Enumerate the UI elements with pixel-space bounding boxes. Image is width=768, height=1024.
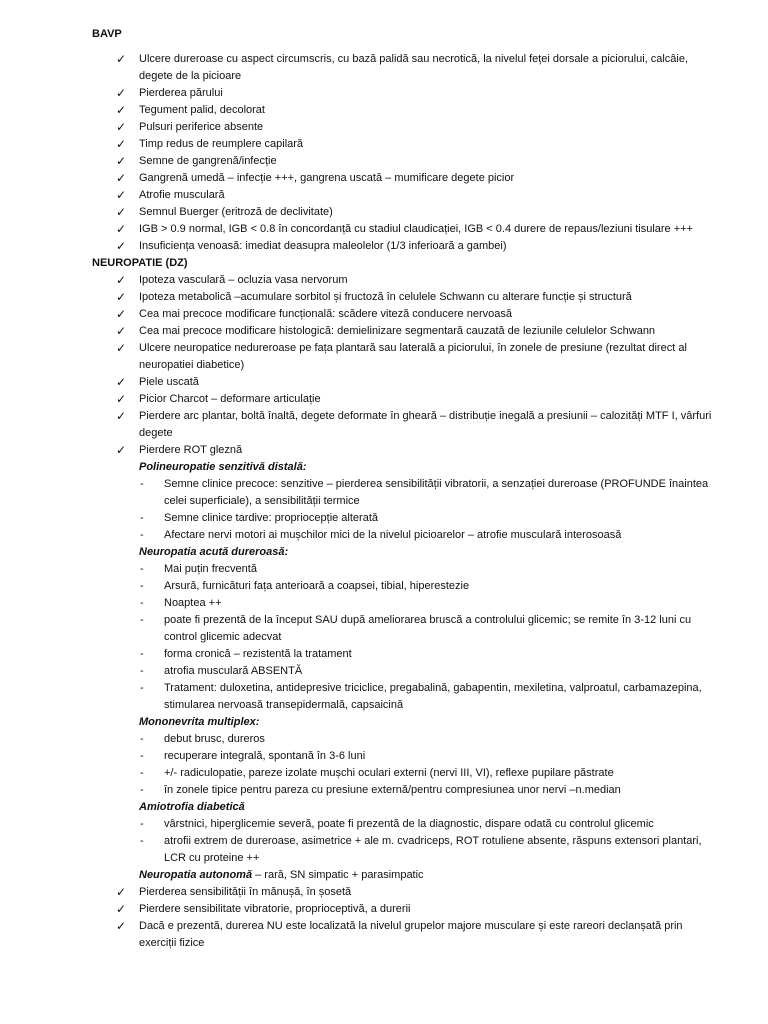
checkmark-icon: ✓ <box>116 205 127 219</box>
check-item <box>92 323 720 340</box>
dash-item-text: recuperare integrală, spontană în 3-6 luni <box>164 750 366 762</box>
checkmark-icon: ✓ <box>116 222 127 236</box>
check-item <box>92 272 720 289</box>
check-item <box>92 221 720 238</box>
checkmark-icon: ✓ <box>116 392 127 406</box>
check-item <box>92 374 720 391</box>
dash-item <box>92 595 720 612</box>
dash-item <box>92 748 720 765</box>
acute-heading: Neuropatia acută dureroasă: <box>139 546 289 558</box>
checkmark-icon: ✓ <box>116 103 127 117</box>
check-item-text: IGB > 0.9 normal, IGB < 0.8 în concordanță cu stadiul claudicației, IGB < 0.4 durere de repaus/leziuni tisulare +++ <box>139 223 693 235</box>
dash-item <box>92 646 720 663</box>
checkmark-icon: ✓ <box>116 137 127 151</box>
mono-heading: Mononevrita multiplex: <box>139 716 260 728</box>
check-item-text: Ulcere dureroase cu aspect circumscris, cu bază palidă sau necrotică, la nivelul feței dorsale a piciorului, calcâie, degete de la picioare <box>139 53 689 82</box>
dash-item-text: Noaptea ++ <box>164 597 222 609</box>
check-item-text: Piele uscată <box>139 376 199 388</box>
dash-bullet-icon: - <box>140 529 144 541</box>
dash-bullet-icon: - <box>140 733 144 745</box>
check-item <box>92 289 720 306</box>
check-item <box>92 153 720 170</box>
amio-heading: Amiotrofia diabetică <box>139 801 245 813</box>
dash-item <box>92 578 720 595</box>
check-item <box>92 238 720 255</box>
dash-item <box>92 663 720 680</box>
check-item-text: Timp redus de reumplere capilară <box>139 138 304 150</box>
dash-item <box>92 612 720 646</box>
check-item-text: Dacă e prezentă, durerea NU este localizată la nivelul grupelor majore musculare și este rareori declanșată prin exerciții fizice <box>139 920 683 949</box>
check-item-text: Ipoteza metabolică –acumulare sorbitol și fructoză în celulele Schwann cu alterare funcție și structură <box>139 291 632 303</box>
auto-heading: Neuropatia autonomă <box>139 869 253 881</box>
poly-list <box>92 476 720 544</box>
checkmark-icon: ✓ <box>116 341 127 355</box>
dash-item <box>92 476 720 510</box>
dash-item-text: atrofia musculară ABSENTĂ <box>164 665 303 677</box>
check-item <box>92 170 720 187</box>
check-item-text: Pierdere arc plantar, boltă înaltă, degete deformate în gheară – distribuție inegală a presiunii – calozități MTF I, vârfuri degete <box>139 410 712 439</box>
check-item <box>92 391 720 408</box>
dash-bullet-icon: - <box>140 563 144 575</box>
check-item <box>92 204 720 221</box>
dash-bullet-icon: - <box>140 512 144 524</box>
check-item <box>92 187 720 204</box>
dash-item-text: +/- radiculopatie, pareze izolate mușchi oculari externi (nervi III, VI), reflexe pupilare păstrate <box>164 767 614 779</box>
check-item-text: Pulsuri periferice absente <box>139 121 264 133</box>
checkmark-icon: ✓ <box>116 902 127 916</box>
dash-bullet-icon: - <box>140 750 144 762</box>
dash-bullet-icon: - <box>140 835 144 847</box>
check-item <box>92 119 720 136</box>
bavp-list <box>92 51 720 255</box>
neuro-list <box>92 272 720 459</box>
mono-list <box>92 731 720 799</box>
check-item-text: Semne de gangrenă/infecție <box>139 155 277 167</box>
check-item-text: Atrofie musculară <box>139 189 225 201</box>
checkmark-icon: ✓ <box>116 290 127 304</box>
dash-bullet-icon: - <box>140 648 144 660</box>
check-item-text: Ulcere neuropatice nedureroase pe fața plantară sau laterală a piciorului, în zonele de presiune (rezultat direct al neuropatiei diabetice) <box>139 342 687 371</box>
dash-item-text: poate fi prezentă de la început SAU după ameliorarea bruscă a controlului glicemic; se remite în 3-12 luni cu control glicemic adecvat <box>164 614 692 643</box>
check-item-text: Cea mai precoce modificare funcțională: scădere viteză conducere nervoasă <box>139 308 512 320</box>
bavp-heading: BAVP <box>92 28 122 40</box>
check-item <box>92 102 720 119</box>
checkmark-icon: ✓ <box>116 52 127 66</box>
checkmark-icon: ✓ <box>116 443 127 457</box>
check-item <box>92 918 720 952</box>
check-item-text: Pierdere sensibilitate vibratorie, proprioceptivă, a durerii <box>139 903 411 915</box>
dash-item-text: debut brusc, dureros <box>164 733 265 745</box>
dash-bullet-icon: - <box>140 478 144 490</box>
check-item <box>92 51 720 85</box>
dash-bullet-icon: - <box>140 597 144 609</box>
check-item <box>92 136 720 153</box>
checkmark-icon: ✓ <box>116 154 127 168</box>
final-list <box>92 884 720 952</box>
dash-item <box>92 765 720 782</box>
dash-item <box>92 816 720 833</box>
dash-item-text: Semne clinice precoce: senzitive – pierderea sensibilității vibratorii, a senzației dureroase (PROFUNDE înaintea celei superficiale), a sensibilității termice <box>164 478 709 507</box>
checkmark-icon: ✓ <box>116 919 127 933</box>
acute-list <box>92 561 720 714</box>
check-item-text: Ipoteza vasculară – ocluzia vasa nervorum <box>139 274 348 286</box>
check-item <box>92 442 720 459</box>
dash-item <box>92 680 720 714</box>
checkmark-icon: ✓ <box>116 171 127 185</box>
dash-item <box>92 782 720 799</box>
check-item <box>92 901 720 918</box>
check-item <box>92 408 720 442</box>
dash-item-text: Semne clinice tardive: propriocepție alterată <box>164 512 379 524</box>
check-item-text: Semnul Buerger (eritroză de declivitate) <box>139 206 333 218</box>
check-item-text: Cea mai precoce modificare histologică: demielinizare segmentară cauzată de leziunile celulelor Schwann <box>139 325 656 337</box>
checkmark-icon: ✓ <box>116 120 127 134</box>
checkmark-icon: ✓ <box>116 375 127 389</box>
dash-item-text: Tratament: duloxetina, antidepresive triciclice, pregabalină, gabapentin, mexiletina, valproatul, carbamazepina, stimularea nervoasă transepidermală, capsaicină <box>164 682 702 711</box>
dash-item <box>92 833 720 867</box>
checkmark-icon: ✓ <box>116 324 127 338</box>
checkmark-icon: ✓ <box>116 273 127 287</box>
dash-item-text: în zonele tipice pentru pareza cu presiune externă/pentru compresiunea unor nervi –n.median <box>164 784 621 796</box>
checkmark-icon: ✓ <box>116 409 127 423</box>
dash-bullet-icon: - <box>140 767 144 779</box>
check-item <box>92 306 720 323</box>
dash-item <box>92 527 720 544</box>
dash-bullet-icon: - <box>140 818 144 830</box>
check-item <box>92 340 720 374</box>
dash-bullet-icon: - <box>140 614 144 626</box>
checkmark-icon: ✓ <box>116 239 127 253</box>
check-item-text: Gangrenă umedă – infecție +++, gangrena uscată – mumificare degete picior <box>139 172 515 184</box>
dash-item-text: Afectare nervi motori ai mușchilor mici de la nivelul picioarelor – atrofie musculară interosoasă <box>164 529 622 541</box>
checkmark-icon: ✓ <box>116 86 127 100</box>
auto-rest: – rară, SN simpatic + parasimpatic <box>252 869 424 881</box>
dash-bullet-icon: - <box>140 784 144 796</box>
dash-item-text: atrofii extrem de dureroase, asimetrice + ale m. cvadriceps, ROT rotuliene absente, răspuns extensori plantari, LCR cu proteine ++ <box>164 835 702 864</box>
check-item-text: Pierderea părului <box>139 87 223 99</box>
dash-item-text: Mai puțin frecventă <box>164 563 257 575</box>
dash-item <box>92 731 720 748</box>
auto-line <box>92 867 720 884</box>
check-item-text: Tegument palid, decolorat <box>139 104 265 116</box>
dash-item <box>92 510 720 527</box>
dash-bullet-icon: - <box>140 665 144 677</box>
dash-bullet-icon: - <box>140 682 144 694</box>
dash-item-text: vârstnici, hiperglicemie severă, poate fi prezentă de la diagnostic, dispare odată cu controlul glicemic <box>164 818 654 830</box>
check-item-text: Picior Charcot – deformare articulație <box>139 393 321 405</box>
dash-item-text: forma cronică – rezistentă la tratament <box>164 648 352 660</box>
check-item-text: Insuficiența venoasă: imediat deasupra maleolelor (1/3 inferioară a gambei) <box>139 240 507 252</box>
neuro-heading: NEUROPATIE (DZ) <box>92 257 188 269</box>
checkmark-icon: ✓ <box>116 188 127 202</box>
check-item <box>92 884 720 901</box>
dash-item <box>92 561 720 578</box>
checkmark-icon: ✓ <box>116 307 127 321</box>
checkmark-icon: ✓ <box>116 885 127 899</box>
dash-bullet-icon: - <box>140 580 144 592</box>
check-item-text: Pierderea sensibilității în mănușă, în șosetă <box>139 886 352 898</box>
check-item <box>92 85 720 102</box>
poly-heading: Polineuropatie senzitivă distală: <box>139 461 307 473</box>
dash-item-text: Arsură, furnicături fața anterioară a coapsei, tibial, hiperestezie <box>164 580 470 592</box>
check-item-text: Pierdere ROT gleznă <box>139 444 243 456</box>
amio-list <box>92 816 720 867</box>
